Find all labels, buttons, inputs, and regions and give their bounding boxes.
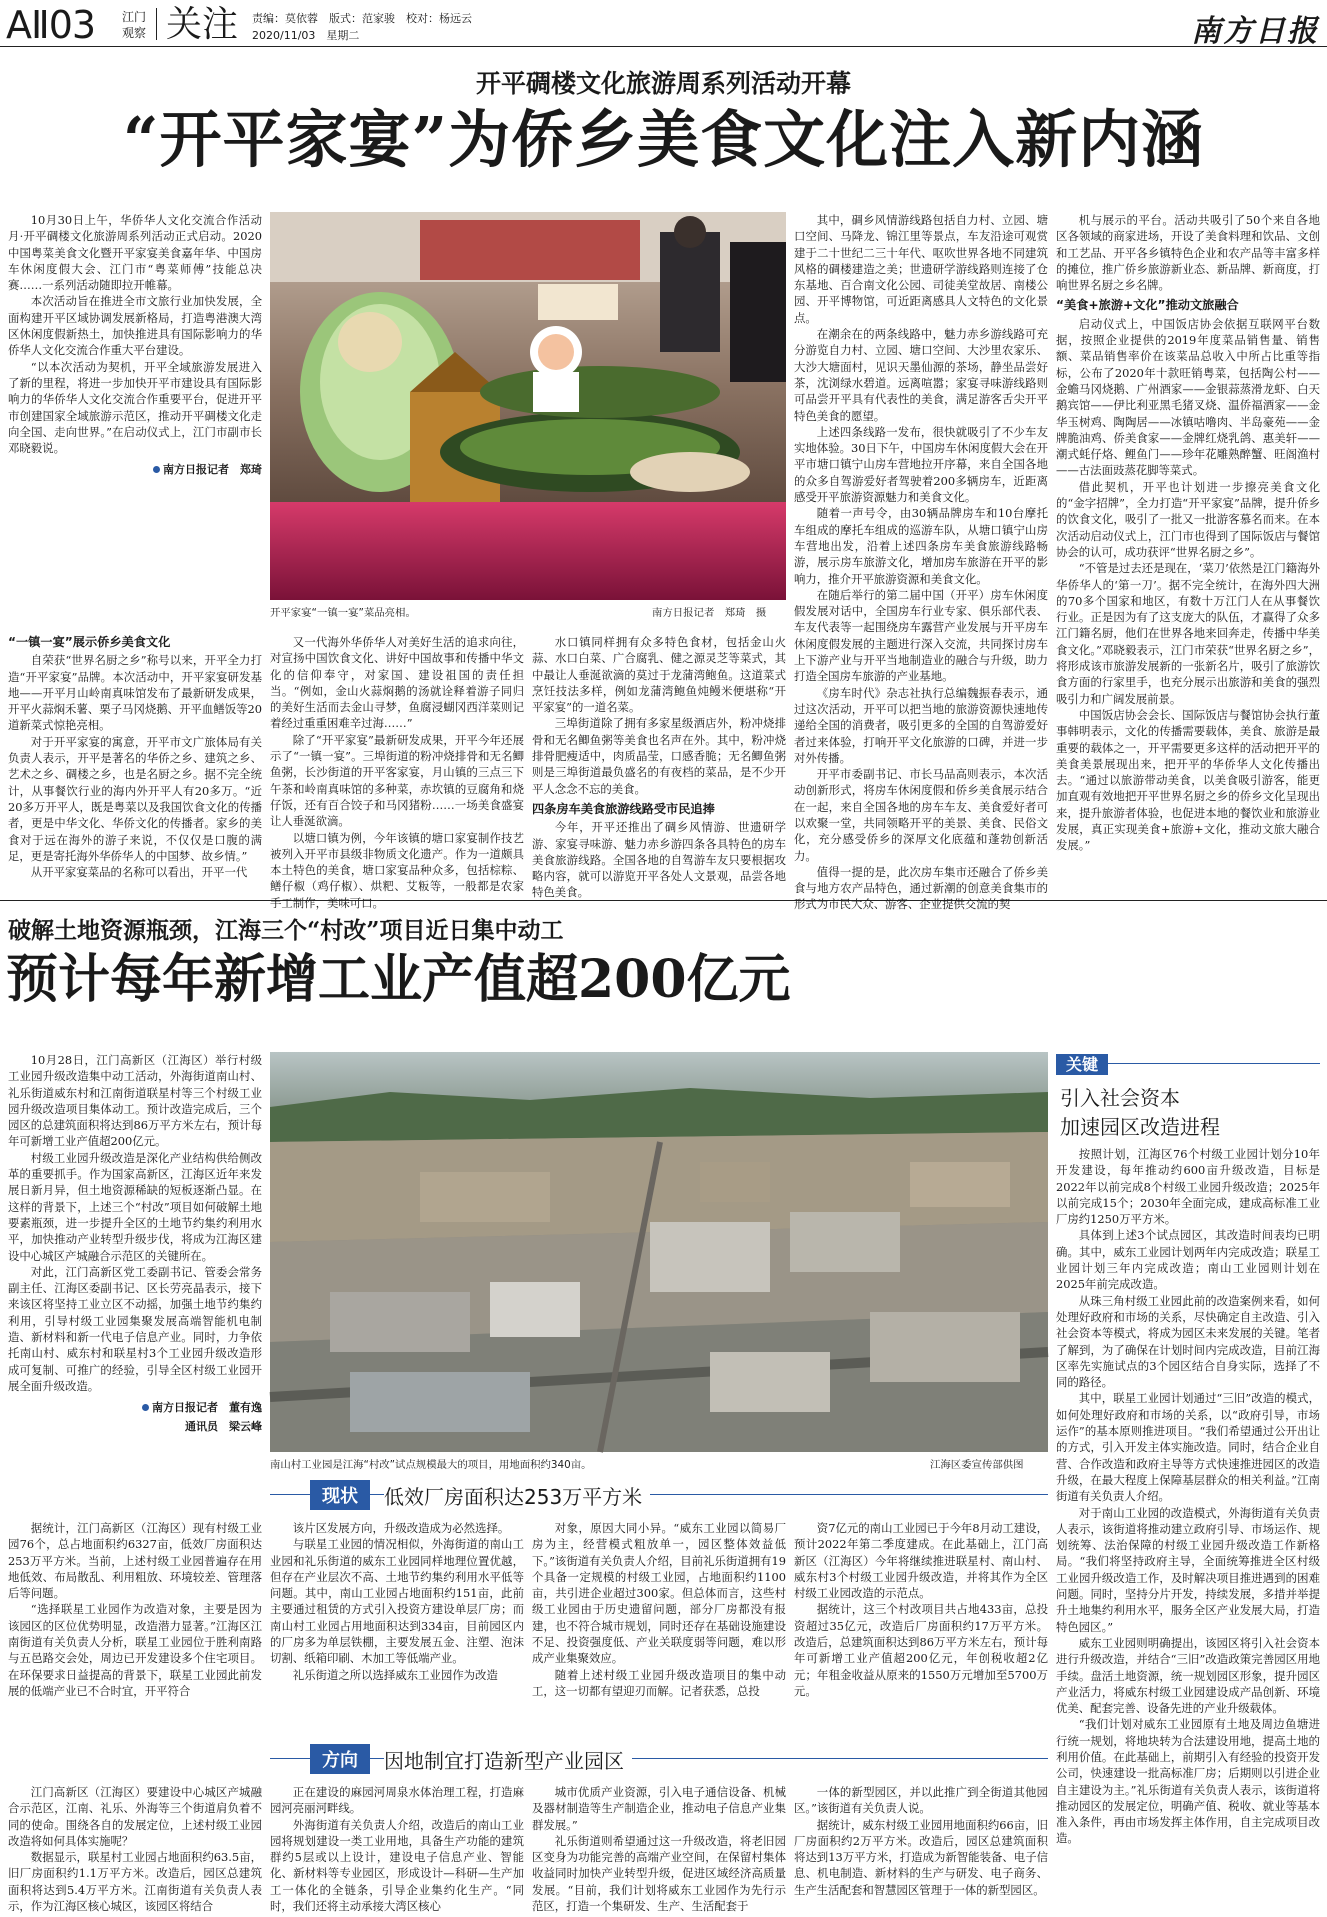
paragraph: 在随后举行的第二届中国（开平）房车休闲度假发展对话中，全国房车行业专家、俱乐部代表、车友代表等一起围绕房车露营产业发展与开平房车休闲度假发展的主题进行深入交流，共同探讨房车上下游产业与开平当地制造业的融合与升级，助力打造全国房车旅游的产业基地。 bbox=[794, 587, 1048, 684]
paragraph: 该片区发展方向，升级改造成为必然选择。 bbox=[292, 1521, 510, 1535]
masthead-rule bbox=[0, 46, 1327, 47]
paragraph: 据统计，这三个村改项目共占地433亩，总投资超过35亿元，改造后厂房面积约17万平方米。改造后，总建筑面积达到86万平方米左右，预计每年可新增工业产值超200亿元，年创税收超2亿元；年租金收益从原来的1550万元增加至5700万元。 bbox=[794, 1602, 1048, 1698]
credits-line: 责编：莫依蓉 版式：范家骏 校对：杨远云 bbox=[252, 12, 472, 25]
key-title-2: 加速园区改造进程 bbox=[1060, 1115, 1220, 1139]
key-tag-label: 关键 bbox=[1056, 1054, 1108, 1075]
paragraph: 一体的新型园区，并以此推广到全街道其他园区。”该街道有关负责人说。 bbox=[794, 1785, 1048, 1816]
paragraph: 以塘口镇为例，今年该镇的塘口家宴制作技艺被列入开平市县级非物质文化遗产。作为一道颇具本土特色的美食，塘口家宴品种众多，包括棕粽、鳝仔椒（鸡仔椒）、烘粑、艾粄等，一般都是农家手工制作，美味可口。 bbox=[270, 830, 524, 910]
status-col-1 bbox=[8, 1520, 262, 1734]
paragraph: 《房车时代》杂志社执行总编魏振春表示，通过这次活动，开平可以把当地的旅游资源快速地传递给全国的消费者，吸引更多的全国的自驾游爱好者过来体验，打响开平文化旅游的口碑，并进一步对外传播。 bbox=[794, 685, 1048, 765]
direction-heading bbox=[270, 1744, 1048, 1774]
masthead-divider bbox=[156, 8, 157, 40]
article1-subhead-5: “美食+旅游+文化”推动文旅融合 bbox=[1056, 298, 1239, 313]
paragraph: 对象，原因大同小异。“威东工业园以简易厂房为主，经营模式粗放单一，园区整体效益低下。”该街道有关负责人介绍，目前礼乐街道拥有19个具备一定规模的村级工业园，占地面积约1100亩，共引进企业超过300家。但总体而言，这些村级工业园由于历史遗留问题，部分厂房都没有报建，也不符合城市规划，同时还存在基础设施建设不足、投资强度低、产业关联度弱等问题，难以形成产业集聚效应。 bbox=[532, 1521, 786, 1666]
key-title-1: 引入社会资本 bbox=[1060, 1086, 1180, 1110]
paragraph: 数据显示，联星村工业园占地面积约63.5亩，旧厂房面积约1.1万平方米。改造后，园区总建筑面积将达到5.4万平方米。江南街道有关负责人表示，作为江海区核心城区，该园区将结合 bbox=[8, 1850, 262, 1914]
status-col-2 bbox=[270, 1520, 524, 1734]
status-title: 低效厂房面积达253万平方米 bbox=[384, 1481, 650, 1510]
paragraph: 与联星工业园的情况相似，外海街道的南山工业园和礼乐街道的威东工业园同样地理位置优越，但存在产业层次不高、土地节约集约利用水平低等问题。其中，南山工业园占地面积约151亩，此前主要通过租赁的方式引入投资方建设单层厂房；而南山村工业园占用地面积达到334亩，目前园区内的厂房多为单层铁棚，主要发展五金、注塑、泡沫切割、纸箱印刷、木加工等低端产业。 bbox=[270, 1537, 524, 1666]
direction-tag: 方向 bbox=[310, 1744, 370, 1774]
article1-subhead-1: “一镇一宴”展示侨乡美食文化 bbox=[8, 635, 171, 649]
paragraph: 10月28日，江门高新区（江海区）举行村级工业园升级改造集中动工活动，外海街道南山村、礼乐街道威东村和江南街道联星村等三个村级工业园升级改造项目集体动工。预计改造完成后，三个园区的总建筑面积将达到86万平方米左右，预计每年可新增工业产值超200亿元。 bbox=[8, 1053, 262, 1149]
paragraph: 村级工业园升级改造是深化产业结构供给侧改革的重要抓手。作为国家高新区，江海区近年来发展日新月异，但土地资源稀缺的短板逐渐凸显。在这样的背景下，上述三个“村改”项目如何破解土地要素瓶颈，进一步提升全区的土地节约集约利用水平，加快推动产业转型升级步伐，将成为江海区建设中心城区产城融合示范区的关键所在。 bbox=[8, 1150, 262, 1263]
direction-col-1 bbox=[8, 1784, 262, 1912]
paragraph: 10月30日上午，华侨华人文化交流合作活动月·开平碉楼文化旅游周系列活动正式启动。2020中国粤菜美食文化暨开平家宴美食嘉年华、中国房车休闲度假大会、江门市“粤菜师傅”技能总决赛……一系列活动随即拉开帷幕。 bbox=[8, 213, 262, 293]
article1-byline: 南方日报记者 郑琦 bbox=[8, 462, 262, 478]
article2-kicker: 破解土地资源瓶颈，江海三个“村改”项目近日集中动工 bbox=[8, 917, 564, 944]
paragraph: 具体到上述3个试点园区，其改造时间表均已明确。其中，威东工业园计划两年内完成改造；联星工业园计划三年内完成改造；南山工业园则计划在2025年前完成改造。 bbox=[1056, 1228, 1320, 1292]
newspaper-logo: 南方日报 bbox=[1191, 14, 1319, 49]
paragraph: 外海街道有关负责人介绍，改造后的南山工业园将规划建设一类工业用地，具备生产功能的建筑群约5层或以上设计，建设电子信息产业、智能化、新材料等专业园区，形成设计—科研—生产加工一体化的全链条，引导企业集约化生产。“同时，我们还将主动承接大湾区核心 bbox=[270, 1817, 524, 1914]
article2-headline: 预计每年新增工业产值超200亿元 bbox=[6, 949, 791, 1010]
paragraph: 对于南山工业园的改造模式，外海街道有关负责人表示，该街道将推动建立政府引导、市场运作、规划统筹、法治保障的村级工业园升级改造工作新格局。“我们将坚持政府主导，全面统筹推进全区村级工业园升级改造工作，及时解决项目推进遇到的困难问题。同时，坚持分片开发，持续发展，多措并举提升土地集约利用水平，服务全区产业发展大局，打造特色园区。” bbox=[1056, 1505, 1320, 1634]
paragraph: 今年，开平还推出了碉乡风情游、世遗研学游、家宴寻味游、魅力赤乡游四条各具特色的房车美食旅游线路。全国各地的自驾游车友只要根据攻略内容，就可以游览开平各处人文景观，品尝各地特色美食。 bbox=[532, 820, 786, 900]
bullet-icon bbox=[153, 466, 160, 473]
paragraph: “以本次活动为契机，开平全域旅游发展进入了新的里程，将进一步加快开平市建设具有国际影响力的华侨华人文化交流合作重要平台，促进开平市创建国家全域旅游示范区，推动开平碉楼文化走向全国、走向世界。”在启动仪式上，江门市副市长邓晓毅说。 bbox=[8, 359, 262, 456]
key-sidebar bbox=[1056, 1052, 1320, 1878]
status-tag: 现状 bbox=[310, 1480, 370, 1510]
status-heading bbox=[270, 1480, 1048, 1510]
paragraph: 三埠街道除了拥有多家星级酒店外，粉冲烧排骨和无名鲫鱼粥等美食也名声在外。其中，粉冲烧排骨肥瘦适中，肉质晶莹，口感香脆；无名鲫鱼粥则是三埠街道最负盛名的有夜档的菜品，是不少开平人念念不忘的美食。 bbox=[532, 716, 786, 796]
article1-photo-caption: 开平家宴“一镇一宴”菜品亮相。 bbox=[270, 607, 416, 619]
paragraph: 值得一提的是，此次房车集市还融合了侨乡美食与地方农产品特色，通过新潮的创意美食集市的形式为市民大众、游客、企业提供交流的契 bbox=[794, 864, 1048, 912]
article1-col4 bbox=[794, 212, 1048, 912]
paragraph: 水口镇同样拥有众多特色食材，包括金山火蒜、水口白菜、广合腐乳、健之源灵芝等菜式，其中最让人垂涎欲滴的莫过于龙蒲湾鲍鱼。这道菜式烹饪技法多样，例如龙蒲湾鲍鱼炖鳗米便堪称“开平家宴”的一道名菜。 bbox=[532, 635, 786, 715]
page-code: AⅡ03 bbox=[6, 3, 96, 47]
paragraph: 借此契机，开平也计划进一步擦亮美食文化的“金字招牌”，全力打造“开平家宴”品牌，提升侨乡的饮食文化，吸引了一批又一批游客慕名而来。在本次活动启动仪式上，江门市也得到了国际饭店与餐馆协会的认可，成功获评“世界名厨之乡”。 bbox=[1056, 479, 1320, 559]
section-title: 关注 bbox=[166, 4, 239, 45]
article1-lead bbox=[8, 212, 262, 592]
paragraph: 在潮余在的两条线路中，魅力赤乡游线路可充分游览自力村、立园、塘口空间、大沙里农家乐、大沙大塘面村，见识天墨仙源的茶场，静坐品尝好茶，沈浏绿水碧道。远离喧嚣；家宴寻味游线路则可品尝开平具有代表性的美食，满足游客舌尖开平特色美食的愿望。 bbox=[794, 327, 1048, 423]
article2-byline-1: 南方日报记者 董有逸 bbox=[8, 1400, 262, 1416]
article1-col3 bbox=[532, 634, 786, 900]
paragraph: “选择联星工业园作为改造对象，主要是因为该园区的区位优势明显，改造潜力显著。”江海区江南街道有关负责人分析，联星工业园位于胜利南路与五邑路交会处，周边已开发建设多个住宅项目。在环保要求日益提高的背景下，联星工业园此前发展的低端产业已不合时宜，开平符合 bbox=[8, 1602, 262, 1698]
date-line: 2020/11/03 星期二 bbox=[252, 29, 360, 42]
article2-byline-2: 通讯员 梁云峰 bbox=[185, 1419, 262, 1433]
article2-photo-credit: 江海区委宣传部供图 bbox=[930, 1459, 1024, 1471]
article1-col2 bbox=[270, 634, 524, 910]
article1-headline: “开平家宴”为侨乡美食文化注入新内涵 bbox=[122, 103, 1205, 176]
paragraph: 自荣获“世界名厨之乡”称号以来，开平全力打造“开平家宴”品牌。本次活动中，开平家宴研发基地——开平月山岭南真味馆发布了最新研发成果，开平火蒜焖禾薯、栗子马冈烧鹅、开平血鳝饭等20道新菜式惊艳亮相。 bbox=[8, 653, 262, 733]
paragraph: 上述四条线路一发布，很快就吸引了不少车友实地体验。30日下午，中国房车休闲度假大会在开平市塘口镇宁山房车营地拉开序幕，来自全国各地的众多自驾游爱好者驾驶着200多辆房车，近距离感受开平旅游资源魅力和美食文化。 bbox=[794, 424, 1048, 505]
paragraph: 开平市委副书记、市长马品高则表示，本次活动创新形式，将房车休闲度假和侨乡美食展示结合在一起，来自全国各地的房车车友、美食爱好者可以欢聚一堂，共同领略开平的美景、美食、民俗文化，充分感受侨乡的深厚文化底蕴和蓬勃创新活力。 bbox=[794, 767, 1048, 863]
direction-col-4 bbox=[794, 1784, 1048, 1912]
paragraph: 从珠三角村级工业园此前的改造案例来看，如何处理好政府和市场的关系，尽快确定自主改造、引入社会资本等模式，将成为园区未来发展的关键。笔者了解到，为了确保在计划时间内完成改造，目前江海区率先实施试点的3个园区结合自身实际，选择了不同的路径。 bbox=[1056, 1293, 1320, 1390]
direction-col-2 bbox=[270, 1784, 524, 1912]
paragraph: “不管是过去还是现在，‘菜刀’依然是江门籍海外华侨华人的‘第一刀’。据不完全统计，在海外四大洲的70多个国家和地区，有数十万江门人在从事餐饮行业。正是因为有了这支庞大的队伍，才赢得了众多江门籍名厨，他们在世界各地来回奔走，传播中华美食文化。”邓晓毅表示，江门市荣获“世界名厨之乡”，将形成该市旅游发展新的一张新名片，吸引了旅游饮食方面的行家里手，也充分展示出旅游和美食的强烈吸引力和广阔发展前景。 bbox=[1056, 561, 1320, 706]
article1-photo bbox=[270, 212, 786, 600]
bullet-icon bbox=[142, 1404, 149, 1411]
paragraph: 威东工业园则明确提出，该园区将引入社会资本进行升级改造，并结合“三旧”改造政策完善园区用地手续。盘活土地资源，统一规划园区形象，提升园区产业活力，将威东村级工业园建设成产品创新、环境优美、配套完善、设备先进的产业升级载体。 bbox=[1056, 1635, 1320, 1716]
paragraph: 对于开平家宴的寓意，开平市文广旅体局有关负责人表示，开平是著名的华侨之乡、建筑之乡、艺术之乡、碉楼之乡，也是名厨之乡。据不完全统计，从事餐饮行业的海内外开平人有20多万。“近20多万开平人，既是粤菜以及我国饮食文化的传播者，更是中华文化、华侨文化的传播者。家乡的美食对于远在海外的游子来说，不仅仅是口腹的满足，更是寄托海外华侨华人的中国梦、故乡情。” bbox=[8, 734, 262, 863]
paragraph: “我们计划对威东工业园原有土地及周边鱼塘进行统一规划，将地块转为合法建设用地，提高土地的利用价值。在此基础上，前期引入有经验的投资开发公司，快速建设一批高标准厂房；后期则以引进企业自主建设为主。”礼乐街道有关负责人表示，该街道将推动园区的发展定位，明确产值、税收、就业等基本准入条件，再由市场发挥主体作用，自主完成项目改造。 bbox=[1056, 1717, 1320, 1846]
article1-photo-credit: 南方日报记者 郑琦 摄 bbox=[652, 607, 767, 619]
paragraph: 启动仪式上，中国饭店协会依据互联网平台数据，按照企业提供的2019年度菜品销售量、销售额、菜品销售率价在该菜品总收入中所占比重等指标，公布了2020年十款旺销粤菜，包括陶公村——金蟾马冈烧鹅、广州酒家——金银蒜蒸滑龙虾、白天鹅宾馆——伊比利亚黑毛猪叉烧、温侨福酒家——金华玉树鸡、陶陶居——冰镇咕噜肉、半岛豪苑——金牌脆油鸡、侨美食家——金牌红烧乳鸽、惠美轩——潮式蚝仔烙、鲤鱼门——珍年花雕熟醉蟹、旺阁渔村——古法面豉蒸花脚等菜式。 bbox=[1056, 316, 1320, 478]
status-col-4 bbox=[794, 1520, 1048, 1734]
key-tag bbox=[1056, 1052, 1320, 1074]
paragraph: 按照计划，江海区76个村级工业园计划分10年开发建设，每年推动约600亩升级改造，目标是2022年以前完成8个村级工业园升级改造；2025年以前完成15个；2030年全面完成，建成高标准工业厂房约1250万平方米。 bbox=[1056, 1147, 1320, 1227]
paragraph: 城市优质产业资源，引入电子通信设备、机械及器材制造等生产制造企业，推动电子信息产业集群发展。” bbox=[532, 1785, 786, 1832]
article2-col1 bbox=[8, 1052, 262, 1472]
paragraph: 据统计，威东村级工业园用地面积约66亩，旧厂房面积约2万平方米。改造后，园区总建筑面积将达到13万平方米，打造成为新智能装备、电子信息、机电制造、新材料的生产与研发、电子商务、生产生活配套和智慧园区管理于一体的新型园区。 bbox=[794, 1817, 1048, 1897]
status-col-3 bbox=[532, 1520, 786, 1734]
article1-col5 bbox=[1056, 212, 1320, 853]
key-body bbox=[1056, 1146, 1320, 1906]
paragraph: 对此，江门高新区党工委副书记、管委会常务副主任、江海区委副书记、区长劳亮晶表示，接下来该区将坚持工业立区不动摇，加强土地节约集约利用，引导村级工业园集聚发展高端智能机电制造、新材料和新一代电子信息产业。同时，力争依托南山村、威东村和联星村3个工业园升级改造形成可复制、可推广的经验，引导全区村级工业园开展全面升级改造。 bbox=[8, 1264, 262, 1393]
article2-photo-caption: 南山村工业园是江海“村改”试点规模最大的项目，用地面积约340亩。 bbox=[270, 1459, 592, 1471]
paragraph: 资7亿元的南山工业园已于今年8月动工建设，预计2022年第二季度建成。在此基础上，江门高新区（江海区）今年将继续推进联星村、南山村、威东村3个村级工业园升级改造，并将其作为全区村级工业园改造的示范点。 bbox=[794, 1521, 1048, 1601]
paragraph: 随着上述村级工业园升级改造项目的集中动工，这一切都有望迎刃而解。记者获悉，总投 bbox=[532, 1667, 786, 1698]
direction-col-3 bbox=[532, 1784, 786, 1912]
paragraph: 机与展示的平台。活动共吸引了50个来自各地区各领域的商家进场，开设了美食料理和饮品、文创和工艺品、开平各乡镇特色企业和农产品等丰富多样的摊位，推广侨乡旅游新业态、新品牌、新商度，打响世界名厨之乡名牌。 bbox=[1056, 213, 1320, 293]
paragraph: 其中，碉乡风情游线路包括自力村、立园、塘口空间、马降龙、锦江里等景点，车友沿途可观赏建于二十世纪二三十年代、呕吹世界各地不同建筑风格的碉楼建造之美；世遗研学游线路则连接了仓东基地、百合南文化公园、司徒美堂故居、南楼公园、开平博物馆，可近距离感具人文特色的文化景点。 bbox=[794, 213, 1048, 325]
paragraph: 随着一声号令，由30辆品牌房车和10台摩托车组成的摩托车组成的巡游车队，从塘口镇宁山房车营地出发，沿着上述四条房车美食旅游线路畅游，展示房车旅游文化，增加房车旅游在开平的影响力，推介开平旅游资源和美食文化。 bbox=[794, 506, 1048, 586]
paragraph: 除了“开平家宴”最新研发成果，开平今年还展示了“一镇一宴”。三埠街道的粉冲烧排骨和无名鲫鱼粥，长沙街道的开平客家宴，月山镇的三点三下午茶和岭南真味馆的多种菜，赤坎镇的豆腐角和烧仔饭，还有百合饺子和马冈猪粉……一场美食盛宴让人垂涎欲滴。 bbox=[270, 732, 524, 829]
paragraph: 从开平家宴菜品的名称可以看出，开平一代 bbox=[30, 865, 248, 880]
article-divider bbox=[0, 900, 1327, 901]
paragraph: 本次活动旨在推进全市文旅行业加快发展，全面构建开平区域协调发展新格局，打造粤港澳大湾区休闲度假新热土，加快推进具有国际影响力的华侨华人文化交流合作重大平台建设。 bbox=[8, 294, 262, 358]
article1-lead-list bbox=[8, 212, 262, 456]
section-small-1: 江门 bbox=[122, 10, 147, 24]
food-photo-illustration bbox=[270, 212, 786, 600]
paragraph: 又一代海外华侨华人对美好生活的追求向往，对宣扬中国饮食文化、讲好中国故事和传播中华文化的信仰奉守，对家国、建设祖国的责任担当。“例如，金山火蒜焖鹅的汤就诠释着游子同归的美好生活而去金山寻梦，鱼腐浸蝴冈西洋菜则记着经过重重困难辛过海……” bbox=[270, 635, 524, 731]
paragraph: 江门高新区（江海区）要建设中心城区产城融合示范区，江南、礼乐、外海等三个街道肩负着不同的使命。围绕各自的发展定位，上述村级工业园改造将如何具体实施呢？ bbox=[8, 1785, 262, 1848]
paragraph: 礼乐街道之所以选择威东工业园作为改造 bbox=[292, 1667, 498, 1682]
article2-photo bbox=[270, 1052, 1048, 1452]
paragraph: 其中，联星工业园计划通过“三旧”改造的模式，如何处理好政府和市场的关系，以“政府引导，市场运作”的基本原则推进项目。“我们希望通过公开出让的方式，引入开发主体实施改造。同时，结合企业自营、合作改造和政府主导等方式快速推进园区的改造升级，在最大程度上保障基层群众的相关利益。”江南街道有关负责人介绍。 bbox=[1056, 1391, 1320, 1504]
direction-title: 因地制宜打造新型产业园区 bbox=[384, 1745, 632, 1774]
paragraph: 礼乐街道则希望通过这一升级改造，将老旧园区变身为功能完善的高端产业空间，在保留村集体收益同时加快产业转型升级，促进区域经济高质量发展。“目前，我们计划将威东工业园作为先行示范区，打造一个集研发、生产、生活配套于 bbox=[532, 1833, 786, 1914]
paragraph: 正在建设的麻园河周泉水体治理工程，打造麻园河亮丽河畔线。 bbox=[270, 1785, 524, 1816]
section-small-2: 观察 bbox=[122, 26, 147, 40]
paragraph: 据统计，江门高新区（江海区）现有村级工业园76个，总占地面积约6327亩，低效厂房面积达253万平方米。当前，上述村级工业园普遍存在用地低效、布局散乱、利用粗放、环境较差、管理落后等问题。 bbox=[8, 1521, 262, 1601]
article1-subhead-3: 四条房车美食旅游线路受市民追捧 bbox=[532, 801, 715, 816]
article1-kicker: 开平碉楼文化旅游周系列活动开幕 bbox=[475, 69, 851, 98]
article1-col1 bbox=[8, 630, 262, 880]
paragraph: 中国饭店协会会长、国际饭店与餐馆协会执行董事韩明表示，文化的传播需要载体，美食、旅游是最重要的载体之一，开平需要更多这样的活动把开平的美食美景展现出来，把开平的华侨华人文化传播出去。“通过以旅游带动美食，以美食吸引游客，能更加直观有效地把开平世界名厨之乡的侨乡文化呈现出来，提升旅游者体验，也促进本地的餐饮业和旅游业发展，真正实现美食+旅游+文化，推动文旅大融合发展。” bbox=[1056, 707, 1320, 853]
aerial-photo-illustration bbox=[270, 1052, 1048, 1452]
